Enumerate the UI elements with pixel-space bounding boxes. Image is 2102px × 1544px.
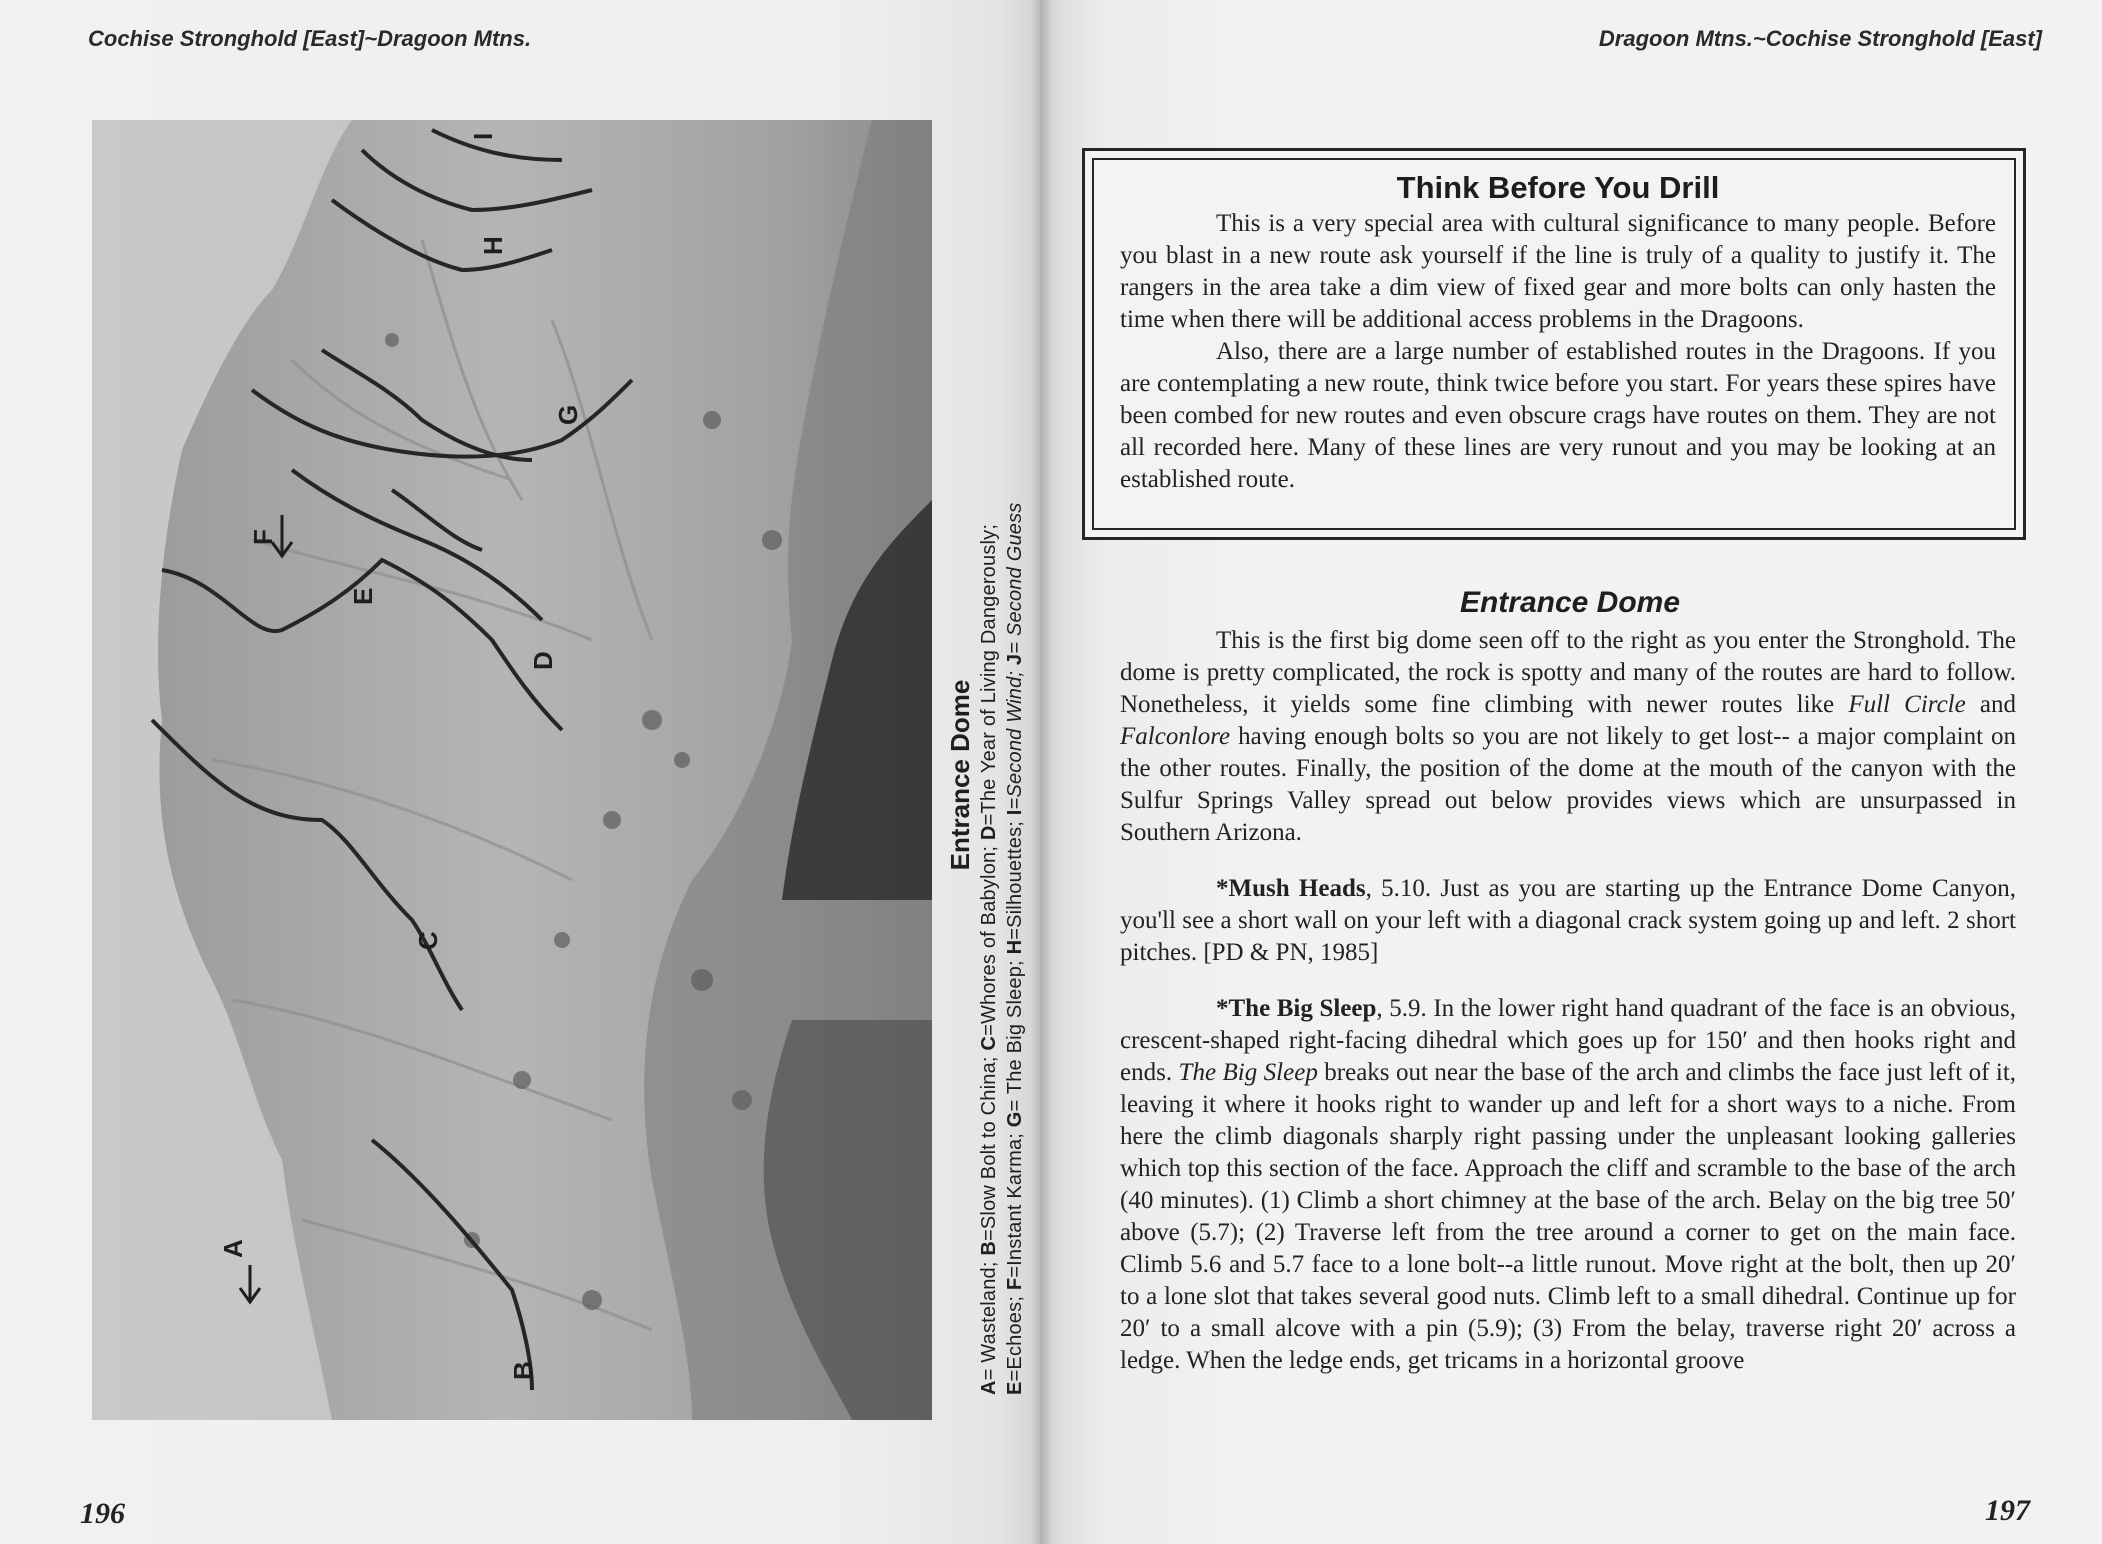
- photo-caption: [944, 155, 1030, 1395]
- page-number-left: 196: [80, 1497, 125, 1530]
- box-title: Think Before You Drill: [1396, 170, 1720, 205]
- entrance-dome-photo: [92, 120, 932, 1420]
- caption-line-2: E=Echoes; F=Instant Karma; G= The Big Sleep; H=Silhouettes; I=Second Wind; J= Second Guess: [1004, 502, 1026, 1395]
- route-label-a: A: [218, 1239, 248, 1258]
- route-label-b: B: [508, 1361, 538, 1380]
- route-label-g: G: [553, 404, 583, 425]
- route-label-h: H: [478, 236, 508, 255]
- running-head-left: Cochise Stronghold [East]~Dragoon Mtns.: [88, 26, 532, 51]
- route-mush-heads: *Mush Heads, 5.10. Just as you are starting up the Entrance Dome Canyon, you'll see a short wall on your left with a diagonal crack system going up and left. 2 short pitches. [PD & PN, 1985]: [1120, 875, 2017, 966]
- route-label-e: E: [348, 587, 378, 605]
- book-gutter: [1030, 0, 1052, 1544]
- route-the-big-sleep: *The Big Sleep, 5.9. In the lower right hand quadrant of the face is an obvious, crescent-shaped right-facing dihedral which goes up for 150′ and then hooks right and ends. The Big Sleep breaks out near the base of the arch and climbs the face just left of it, leaving it where it hooks right to wander up and left for a short ways to a niche. From here the climb diagonals sharply right passing under the unpleasant looking galleries which top this section of the face. Approach the cliff and scramble to the base of the arch (40 minutes). (1) Climb a short chimney at the base of the arch. Belay on the big tree 50′ above (5.7); (2) Traverse left from the tree around a corner to get on the main face. Climb 5.6 and 5.7 face to a lone bolt--a little runout. Move right at the bolt, then up 20′ to a lone slot that takes several good nuts. Climb left to a small dihedral. Continue up for 20′ to a small alcove with a pin (5.9); (3) From the belay, traverse right 20′ across a ledge. When the ledge ends, get tricams in a horizontal groove: [1120, 995, 2017, 1374]
- left-page: [0, 0, 1040, 1544]
- page-number-right: 197: [1985, 1494, 2030, 1527]
- route-label-f: F: [248, 529, 278, 545]
- route-label-i: I: [468, 132, 498, 140]
- photo-illustration: [92, 120, 932, 1420]
- section-title: Entrance Dome: [1459, 586, 1681, 619]
- route-label-d: D: [528, 651, 558, 670]
- route-label-c: C: [413, 931, 443, 950]
- think-before-you-drill-box: [1082, 148, 2026, 540]
- intro-paragraph: This is the first big dome seen off to the right as you enter the Stronghold. The dome is pretty complicated, the rock is spotty and many of the routes are hard to follow. Nonetheless, it yields some fine climbing with newer routes like Full Circle and Falconlore having enough bolts so you are not likely to get lost-- a major complaint on the other routes. Finally, the position of the dome at the mouth of the canyon with the Sulfur Springs Valley spread out below provides views which are unsurpassed in Southern Arizona.: [1120, 627, 2016, 846]
- running-head-right: Dragoon Mtns.~Cochise Stronghold [East]: [1598, 26, 2042, 51]
- box-paragraph-1: This is a very special area with cultural significance to many people. Before you blast in a new route ask yourself if the line is truly of a quality to justify it. The rangers in the area take a dim view of fixed gear and more bolts can only hasten the time when there will be additional access problems in the Dragoons.: [1120, 210, 1996, 333]
- caption-line-1: A= Wasteland; B=Slow Bolt to China; C=Whores of Babylon; D=The Year of Living Dangerously;: [978, 523, 1000, 1395]
- caption-title: Entrance Dome: [945, 679, 975, 871]
- right-page-body: [1120, 625, 2016, 1401]
- box-paragraph-2: Also, there are a large number of established routes in the Dragoons. If you are contemplating a new route, think twice before you start. For years these spires have been combed for new routes and even obscure crags have routes on them. They are not all recorded here. Many of these lines are very runout and you may be looking at an established route.: [1120, 338, 1996, 493]
